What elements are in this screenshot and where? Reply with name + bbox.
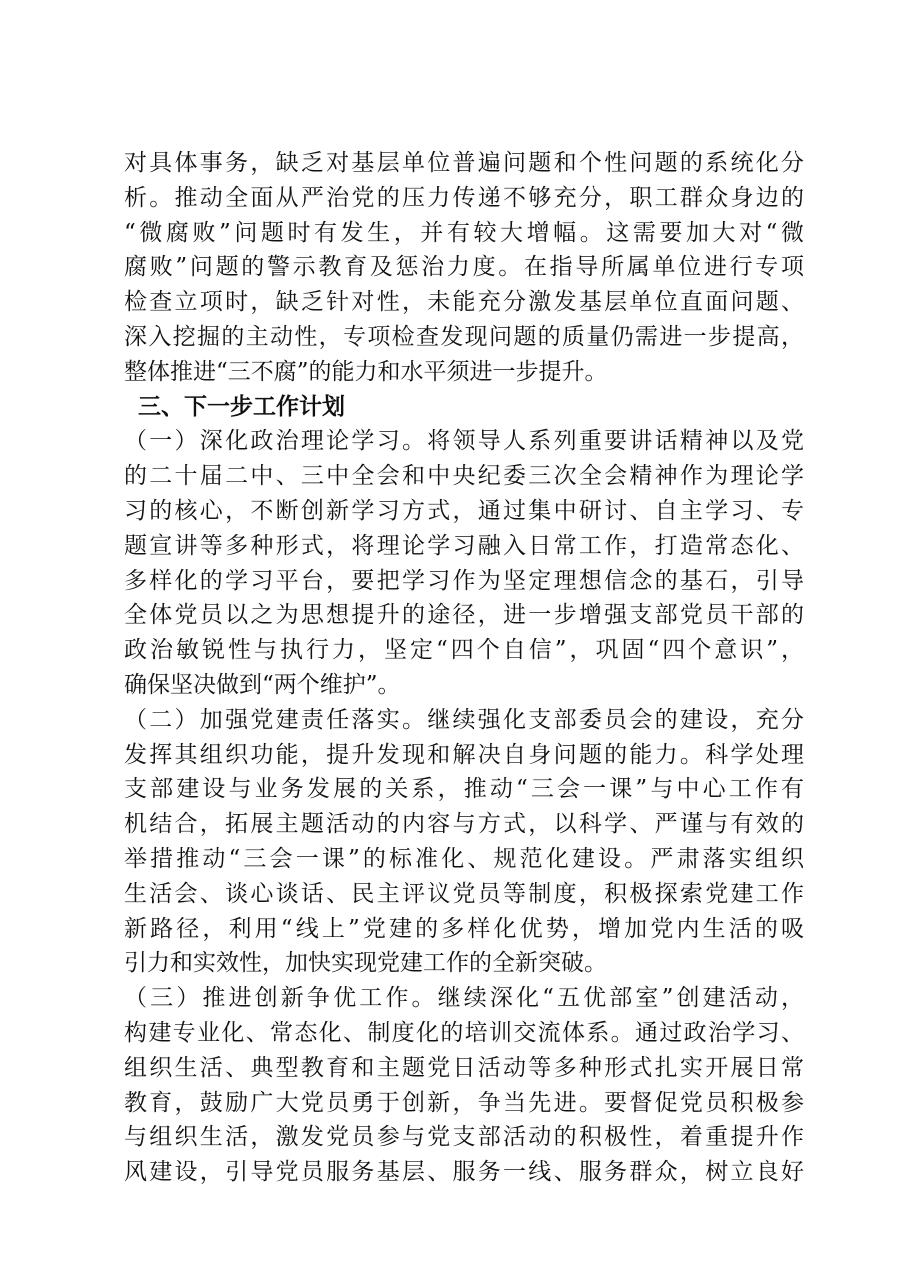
text-line: 腐败”问题的警示教育及惩治力度。在指导所属单位进行专项 (124, 254, 804, 281)
subsection-political-study (124, 424, 804, 702)
text-line: 发挥其组织功能，提升发现和解决自身问题的能力。科学处理 (124, 741, 804, 768)
text-line: 题宣讲等多种形式，将理论学习融入日常工作，打造常态化、 (124, 532, 804, 559)
document-body (124, 146, 804, 1190)
text-line: 举措推动“三会一课”的标准化、规范化建设。严肃落实组织 (124, 845, 804, 872)
subsection-party-building (124, 703, 804, 981)
subsection-title: （三）推进创新争优工作。 (124, 985, 438, 1012)
subsection-innovation (124, 981, 804, 1190)
subsection-first-line (124, 981, 804, 1016)
text-line: 新路径，利用“线上”党建的多样化优势，增加党内生活的吸 (124, 915, 804, 942)
text-line: 析。推动全面从严治党的压力传递不够充分，职工群众身边的 (124, 184, 804, 211)
text-line: 政治敏锐性与执行力，坚定“四个自信”，巩固“四个意识”， (124, 637, 804, 664)
subsection-title: （二）加强党建责任落实。 (124, 706, 428, 733)
text-line: 检查立项时，缺乏针对性，未能充分激发基层单位直面问题、 (124, 289, 804, 316)
text-line: 整体推进“三不腐”的能力和水平须进一步提升。 (124, 358, 608, 385)
text-line: 风建设，引导党员服务基层、服务一线、服务群众，树立良好 (124, 1159, 804, 1186)
text-line: 教育，鼓励广大党员勇于创新，争当先进。要督促党员积极参 (124, 1089, 804, 1116)
text-line: 深入挖掘的主动性，专项检查发现问题的质量仍需进一步提高， (124, 323, 804, 350)
text-line: 生活会、谈心谈话、民主评议党员等制度，积极探索党建工作 (124, 880, 804, 907)
text-line: 多样化的学习平台，要把学习作为坚定理想信念的基石，引导 (124, 567, 804, 594)
text-line: 组织生活、典型教育和主题党日活动等多种形式扎实开展日常 (124, 1054, 804, 1081)
subsection-title: （一）深化政治理论学习。 (124, 428, 428, 455)
text-line: 与组织生活，激发党员参与党支部活动的积极性，着重提升作 (124, 1124, 804, 1151)
text-line: 确保坚决做到“两个维护”。 (124, 671, 401, 698)
paragraph-problems (124, 146, 804, 390)
text-line-rest: 将领导人系列重要讲话精神以及党 (427, 428, 805, 455)
subsection-first-line (124, 703, 804, 738)
text-line: 全体党员以之为思想提升的途径，进一步增强支部党员干部的 (124, 602, 804, 629)
text-line: 的二十届二中、三中全会和中央纪委三次全会精神作为理论学 (124, 463, 804, 490)
text-line: 支部建设与业务发展的关系，推动“三会一课”与中心工作有 (124, 776, 804, 803)
text-line: “微腐败”问题时有发生，并有较大增幅。这需要加大对“微 (124, 219, 804, 246)
text-line: 引力和实效性，加快实现党建工作的全新突破。 (124, 950, 607, 977)
text-line-rest: 继续强化支部委员会的建设，充分 (427, 706, 805, 733)
text-line: 对具体事务，缺乏对基层单位普遍问题和个性问题的系统化分 (124, 150, 804, 176)
text-line-rest: 继续深化“五优部室”创建活动， (437, 985, 804, 1012)
section-heading: 三、下一步工作计划 (138, 393, 345, 420)
text-line: 构建专业化、常态化、制度化的培训交流体系。通过政治学习、 (124, 1019, 804, 1046)
text-line: 习的核心，不断创新学习方式，通过集中研讨、自主学习、专 (124, 497, 804, 524)
subsection-first-line (124, 424, 804, 459)
text-line: 机结合，拓展主题活动的内容与方式，以科学、严谨与有效的 (124, 811, 804, 838)
